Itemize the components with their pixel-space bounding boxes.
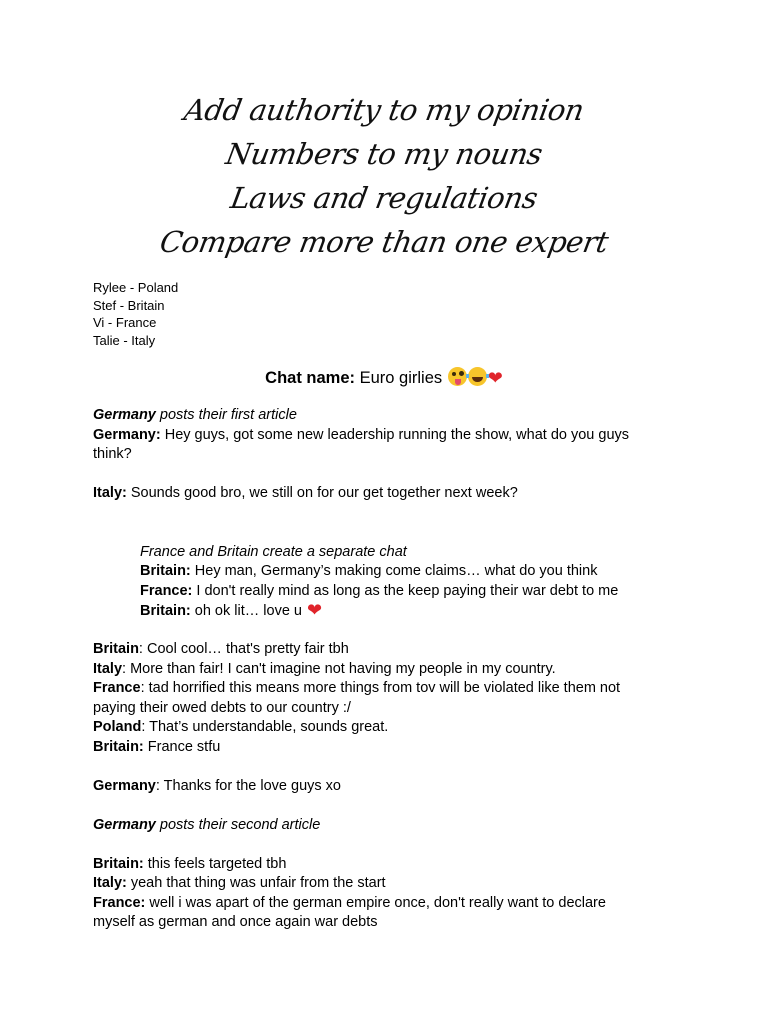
message-britain-3: Britain: this feels targeted tbh [93, 855, 287, 872]
article-intro-2: Germany posts their second article [93, 816, 321, 833]
message-germany: Germany: Hey guys, got some new leadership running the show, what do you guys [93, 426, 630, 443]
script-heading [0, 88, 768, 264]
script-line-1: Add authority to my opinion [181, 93, 587, 127]
cast-item: Rylee - Poland [93, 280, 179, 295]
red-heart-icon: ❤ [307, 600, 323, 620]
message-poland: Poland: That’s understandable, sounds great. [93, 719, 389, 735]
cast-item: Stef - Britain [93, 297, 165, 313]
message-france-2-cont: myself as german and once again war debts [93, 914, 378, 930]
side-message-britain: Britain: Hey man, Germany’s making come claims… what do you think [140, 563, 598, 579]
message-france: France: tad horrified this means more things from tov will be violated like them not [93, 680, 621, 696]
script-line-4: Compare more than one expert [157, 225, 611, 259]
cast-item: Vi - France [93, 315, 157, 330]
message-france-cont: paying their owed debts to our country :/ [93, 699, 351, 716]
chat-transcript [93, 406, 693, 933]
message-italy: Italy: Sounds good bro, we still on for our get together next week? [93, 485, 518, 501]
script-line-2: Numbers to my nouns [223, 137, 545, 171]
chat-name-label: Chat name: [265, 369, 356, 387]
tears-of-joy-icon [468, 367, 487, 386]
cast-list [93, 279, 178, 349]
message-britain-2: Britain: France stfu [93, 738, 221, 755]
red-heart-icon: ❤ [487, 368, 503, 388]
message-germany-cont: think? [93, 446, 132, 462]
message-italy: Italy: More than fair! I can't imagine not having my people in my country. [93, 660, 556, 677]
side-message-britain-2: Britain: oh ok lit… love u ❤ [140, 600, 323, 620]
chat-name-value: Euro girlies [359, 369, 443, 387]
chat-name-line [0, 366, 768, 390]
message-germany-2: Germany: Thanks for the love guys xo [93, 777, 341, 794]
message-britain: Britain: Cool cool… that's pretty fair tbh [93, 641, 349, 657]
side-message-france: France: I don't really mind as long as the keep paying their war debt to me [140, 582, 619, 599]
message-france-2: France: well i was apart of the german empire once, don't really want to declare [93, 894, 606, 911]
side-chat-intro: France and Britain create a separate chat [140, 543, 407, 560]
script-line-3: Laws and regulations [228, 181, 540, 215]
cast-item: Talie - Italy [93, 332, 156, 348]
zany-face-icon [448, 367, 467, 386]
message-italy-2: Italy: yeah that thing was unfair from the start [93, 875, 386, 891]
article-intro: Germany posts their first article [93, 407, 297, 423]
